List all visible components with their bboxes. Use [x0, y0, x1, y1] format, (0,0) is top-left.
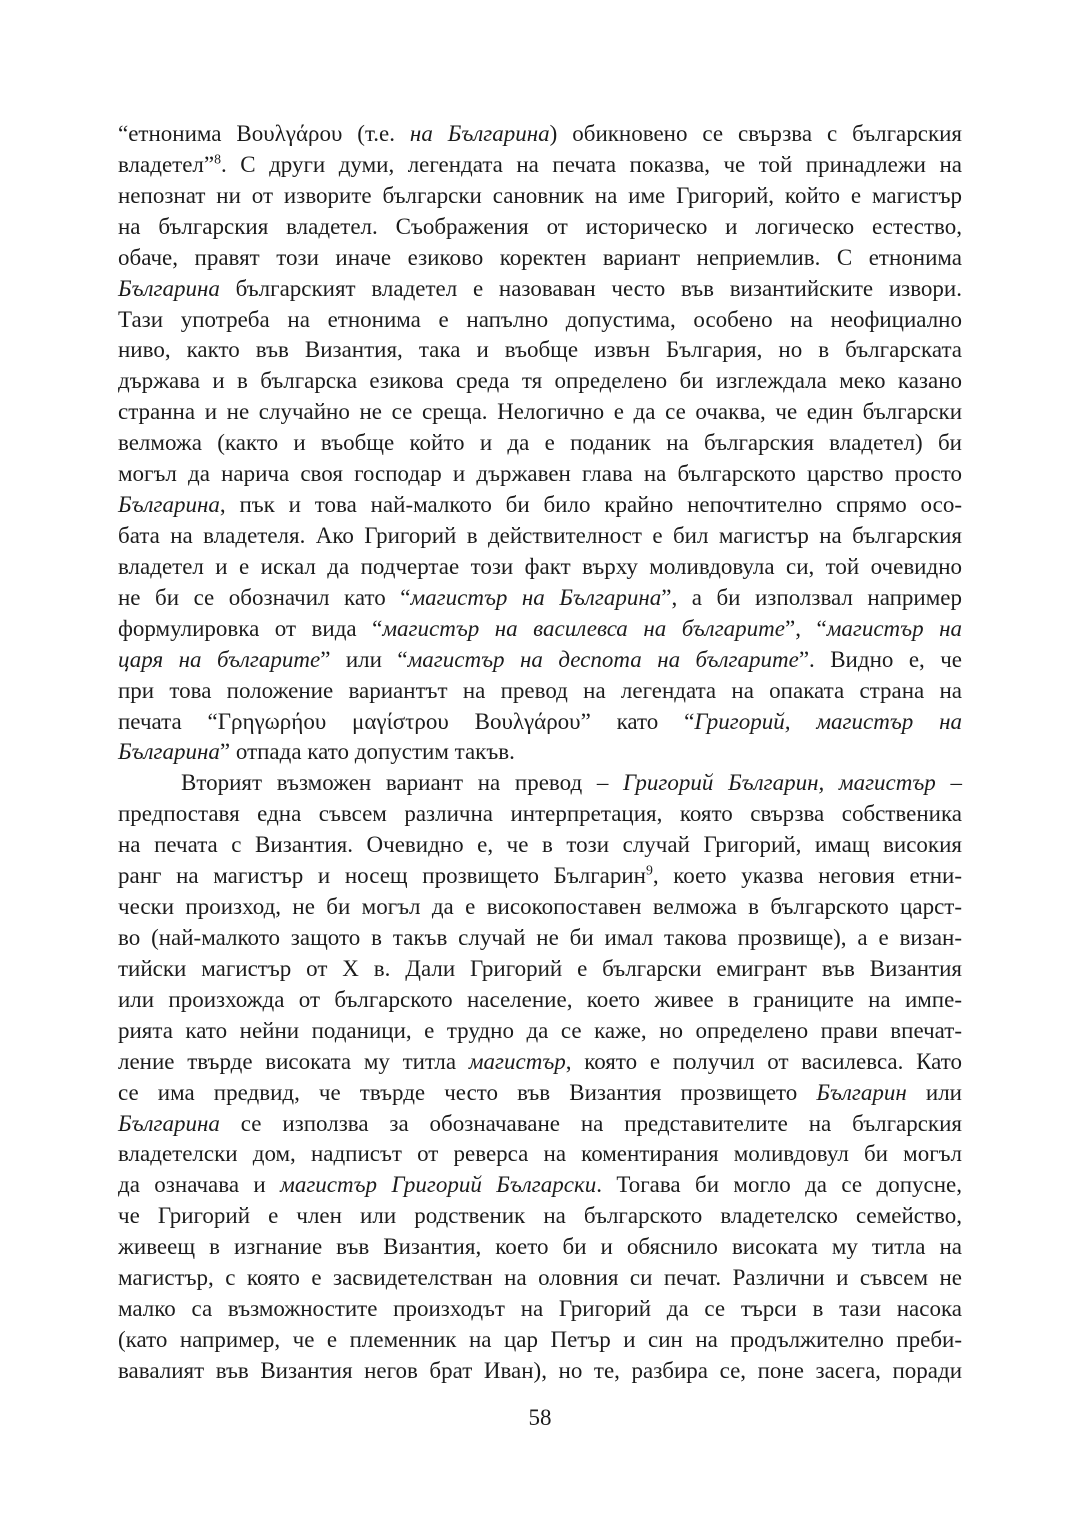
- text-run: държава и в българска езикова среда тя определено би изглеждала меко казано: [118, 368, 962, 394]
- text-line: [118, 1109, 962, 1140]
- text-run: ” отпада като допустим такъв.: [219, 739, 515, 765]
- text-line: [118, 1356, 962, 1387]
- text-run: на печата с Византия. Очевидно е, че в този случай Григорий, имащ високия: [118, 832, 962, 858]
- text-run: ление твърде високата му титла: [118, 1048, 469, 1074]
- italic-text-run: Българина: [118, 739, 220, 765]
- text-line: [118, 645, 962, 676]
- text-run: , пък и това най-малкото би било крайно непочтително спрямо осо-: [219, 492, 962, 518]
- text-run: предпоставя една съвсем различна интерпретация, която свързва собственика: [118, 801, 962, 827]
- text-run: живеещ в изгнание във Византия, което би и обяснило високата му титла на: [118, 1234, 962, 1260]
- text-line: [118, 552, 962, 583]
- text-run: непознат ни от изворите български сановник на име Григорий, който е магистър: [118, 182, 962, 208]
- text-line: [118, 1263, 962, 1294]
- text-line: [118, 614, 962, 645]
- text-line: [118, 119, 962, 150]
- text-line: [118, 799, 962, 830]
- text-line: [118, 397, 962, 428]
- text-run: , която е получил от василевса. Като: [565, 1048, 962, 1074]
- text-run: владетел и е искал да подчертае този факт върху моливдовула си, той очевидно: [118, 553, 962, 579]
- paragraph: [118, 119, 962, 768]
- text-run: при това положение вариантът на превод на легендата на опаката страна на: [118, 677, 962, 703]
- footnote-ref: 9: [645, 862, 653, 878]
- text-run: странна и не случайно не се среща. Нелогично е да се очаква, че един български: [118, 399, 962, 425]
- text-line: [118, 830, 962, 861]
- text-run: ”, а би използвал например: [661, 584, 963, 610]
- text-line: [118, 459, 962, 490]
- text-line: [118, 1201, 962, 1232]
- text-run: ”. Видно е, че: [798, 646, 962, 672]
- page-text: [118, 119, 962, 1387]
- text-line: [118, 892, 962, 923]
- text-line: [118, 1170, 962, 1201]
- text-line: [118, 1139, 962, 1170]
- text-run: Тази употреба на етнонима е напълно допустима, особено на неофициално: [118, 306, 962, 332]
- text-line: [118, 923, 962, 954]
- text-line: [118, 1325, 962, 1356]
- text-run: ниво, както във Византия, така и въобще извън България, но в българската: [118, 337, 962, 363]
- text-line: [118, 150, 962, 181]
- text-run: –: [935, 770, 962, 796]
- text-line: [118, 707, 962, 738]
- text-line: [118, 490, 962, 521]
- text-run: на българския владетел. Съображения от историческо и логическо естество,: [118, 213, 962, 239]
- footnote-ref: 8: [214, 151, 222, 167]
- text-run: се има предвид, че твърде често във Византия прозвището: [118, 1079, 817, 1105]
- text-run: Вторият възможен вариант на превод –: [181, 770, 623, 796]
- text-run: . С други думи, легендата на печата показва, че той принадлежи на: [221, 151, 962, 177]
- text-run: или: [906, 1079, 962, 1105]
- italic-text-run: царя на българите: [118, 646, 321, 672]
- text-line: [118, 335, 962, 366]
- text-line: [118, 428, 962, 459]
- text-run: да означава и: [118, 1172, 281, 1198]
- italic-text-run: Българина: [118, 275, 220, 301]
- italic-text-run: магистър на Българина: [410, 584, 662, 610]
- text-line: [118, 181, 962, 212]
- text-run: . Тогава би могло да се допусне,: [596, 1172, 962, 1198]
- text-run: рията като нейни поданици, е трудно да се каже, но определено прави впечат-: [118, 1017, 962, 1043]
- text-run: велможа (както и въобще който и да е поданик на българския владетел) би: [118, 430, 962, 456]
- text-run: “етнонима Βουλγάρου (т.е.: [118, 121, 410, 146]
- text-run: формулировка от вида “: [118, 615, 383, 641]
- italic-text-run: Българин: [816, 1079, 907, 1105]
- text-run: че Григорий е член или родственик на българското владетелско семейство,: [118, 1203, 962, 1229]
- italic-text-run: магистър Григорий Български: [280, 1172, 597, 1198]
- text-line: [118, 985, 962, 1016]
- text-run: ) обикновено се свързва с българския: [549, 121, 963, 146]
- text-run: се използва за обозначаване на представителите на българския: [219, 1110, 962, 1136]
- text-run: владетелски дом, надписът от реверса на коментирания моливдовул би могъл: [118, 1141, 962, 1167]
- text-run: българският владетел е назоваван често във византийските извори.: [219, 275, 962, 301]
- text-run: магистър, с която е засвидетелстван на оловния си печат. Различни и съвсем не: [118, 1265, 962, 1291]
- text-run: (като например, че е племенник на цар Петър и син на продължително преби-: [118, 1326, 962, 1352]
- italic-text-run: Григорий Българин, магистър: [622, 770, 936, 796]
- text-run: малко са възможностите произходът на Григорий да се търси в тази насока: [118, 1296, 962, 1322]
- text-run: во (най-малкото защото в такъв случай не би имал такова прозвище), а е визан-: [118, 924, 962, 950]
- text-run: могъл да нарича своя господар и държавен глава на българското царство просто: [118, 461, 962, 487]
- text-line: [118, 768, 962, 799]
- page-number: 58: [528, 1405, 552, 1430]
- italic-text-run: магистър на василевса на българите: [382, 615, 785, 641]
- text-line: [118, 1294, 962, 1325]
- italic-text-run: магистър на: [826, 615, 963, 641]
- text-run: или произхожда от българското население, което живее в границите на импе-: [118, 986, 962, 1012]
- text-line: [118, 1016, 962, 1047]
- text-line: [118, 1047, 962, 1078]
- text-run: ”, “: [785, 615, 827, 641]
- text-line: [118, 212, 962, 243]
- text-run: владетел”: [118, 151, 215, 177]
- text-line: [118, 1232, 962, 1263]
- text-run: тийски магистър от Х в. Дали Григорий е български емигрант във Византия: [118, 955, 962, 981]
- text-line: [118, 305, 962, 336]
- text-line: [118, 583, 962, 614]
- text-run: печата “Γρηγωρήου μαγίστρου Βουλγάρου” като “: [118, 708, 695, 734]
- text-line: [118, 737, 962, 768]
- paragraph: [118, 768, 962, 1386]
- text-line: [118, 1078, 962, 1109]
- text-run: вавалият във Византия негов брат Иван), но те, разбира се, поне засега, поради: [118, 1357, 962, 1383]
- italic-text-run: Българина: [118, 1110, 220, 1136]
- text-run: бата на владетеля. Ако Григорий в действителност е бил магистър на българския: [118, 522, 962, 548]
- text-run: , което указва неговия етни-: [652, 863, 962, 889]
- text-line: [118, 954, 962, 985]
- italic-text-run: на Българина: [409, 121, 550, 146]
- text-run: чески произход, не би могъл да е високопоставен велможа в българското царст-: [118, 894, 962, 920]
- text-run: ” или “: [320, 646, 408, 672]
- text-line: [118, 676, 962, 707]
- text-line: [118, 366, 962, 397]
- italic-text-run: магистър на деспота на българите: [407, 646, 799, 672]
- text-line: [118, 243, 962, 274]
- text-run: ранг на магистър и носещ прозвището Българин: [118, 863, 646, 889]
- text-line: [118, 861, 962, 892]
- italic-text-run: Григорий, магистър на: [694, 708, 962, 734]
- text-line: [118, 521, 962, 552]
- text-run: обаче, правят този иначе езиково коректен вариант неприемлив. С етнонима: [118, 244, 962, 270]
- italic-text-run: Българина: [118, 492, 220, 518]
- italic-text-run: магистър: [468, 1048, 566, 1074]
- text-run: не би се обозначил като “: [118, 584, 411, 610]
- text-line: [118, 274, 962, 305]
